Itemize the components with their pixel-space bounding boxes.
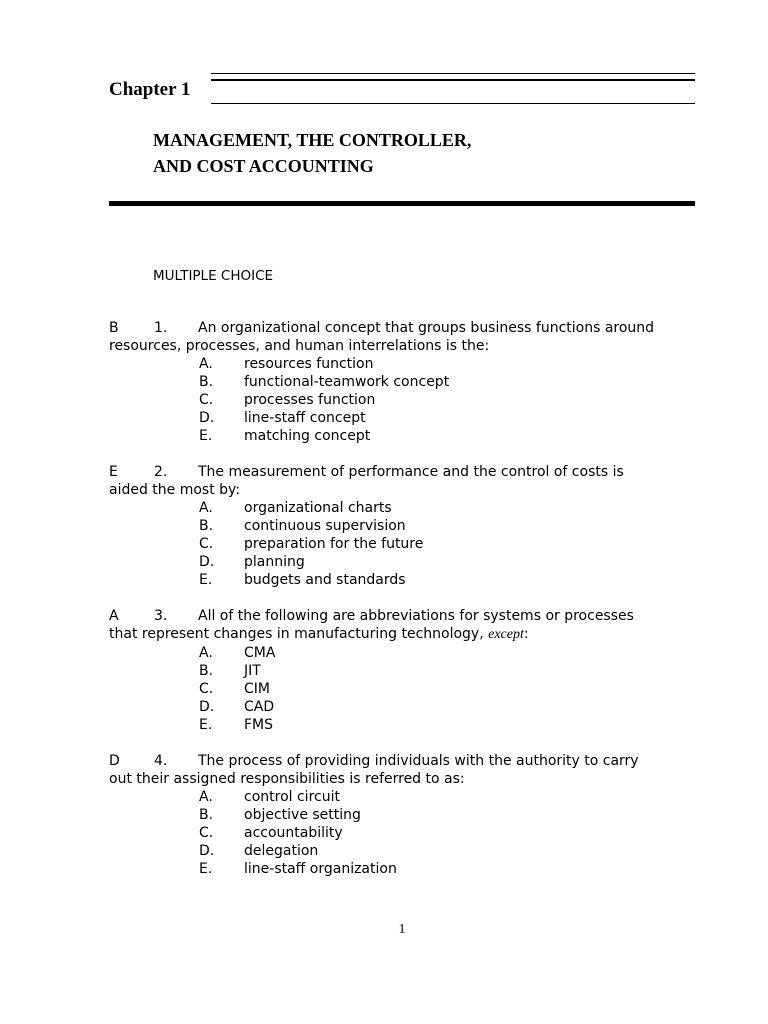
option-letter: C.	[199, 825, 214, 841]
answer-key: B	[109, 320, 119, 336]
option-text: accountability	[244, 825, 343, 841]
question-4	[109, 752, 709, 878]
option-text: line-staff organization	[244, 861, 397, 877]
question-2	[109, 463, 709, 589]
option-letter: D.	[199, 843, 215, 859]
option	[109, 860, 709, 878]
option-text: resources function	[244, 356, 374, 372]
question-stem-line-1: All of the following are abbreviations for systems or processes	[198, 608, 634, 624]
option-text: preparation for the future	[244, 536, 424, 552]
option-letter: C.	[199, 392, 214, 408]
question-stem-line-2: aided the most by:	[109, 482, 241, 498]
option	[109, 842, 709, 860]
option-letter: B.	[199, 518, 214, 534]
option-letter: E.	[199, 717, 213, 733]
question-stem-line-1: The process of providing individuals with the authority to carry	[198, 753, 639, 769]
option-text: CIM	[244, 681, 270, 697]
question-1	[109, 319, 709, 445]
option	[109, 698, 709, 716]
question-number: 1.	[154, 320, 168, 336]
answer-key: D	[109, 753, 120, 769]
option	[109, 788, 709, 806]
option-text: JIT	[244, 663, 261, 679]
option-letter: C.	[199, 681, 214, 697]
question-stem-line-1: The measurement of performance and the control of costs is	[198, 464, 624, 480]
option-text: objective setting	[244, 807, 361, 823]
question-number: 4.	[154, 753, 168, 769]
option-letter: A.	[199, 789, 213, 805]
chapter-title	[153, 127, 471, 179]
question-number: 3.	[154, 608, 168, 624]
option-text: matching concept	[244, 428, 371, 444]
option	[109, 806, 709, 824]
option-text: delegation	[244, 843, 319, 859]
question-stem-line-2: resources, processes, and human interrelations is the:	[109, 338, 490, 354]
chapter-title-line-2: AND COST ACCOUNTING	[153, 156, 374, 176]
question-list	[109, 319, 709, 896]
header-rule-middle	[211, 79, 695, 81]
option-letter: E.	[199, 861, 213, 877]
option-letter: A.	[199, 356, 213, 372]
option-text: FMS	[244, 717, 274, 733]
chapter-label: Chapter 1	[109, 79, 191, 100]
option-text: control circuit	[244, 789, 340, 805]
question-stem	[109, 752, 709, 770]
question-stem-line-2: out their assigned responsibilities is referred to as:	[109, 771, 465, 787]
question-number: 2.	[154, 464, 168, 480]
option-letter: A.	[199, 500, 213, 516]
option-letter: E.	[199, 428, 213, 444]
option-text: organizational charts	[244, 500, 392, 516]
question-stem-end: :	[523, 626, 529, 642]
option-letter: A.	[199, 645, 213, 661]
option	[109, 373, 709, 391]
option-letter: B.	[199, 663, 214, 679]
option	[109, 571, 709, 589]
question-stem	[109, 319, 709, 337]
option-letter: B.	[199, 807, 214, 823]
option-letter: D.	[199, 410, 215, 426]
chapter-title-line-1: MANAGEMENT, THE CONTROLLER,	[153, 130, 472, 150]
answer-key: A	[109, 608, 119, 624]
option	[109, 716, 709, 734]
option	[109, 409, 709, 427]
option	[109, 499, 709, 517]
option	[109, 517, 709, 535]
option	[109, 553, 709, 571]
question-stem	[109, 463, 709, 481]
option	[109, 427, 709, 445]
option-text: processes function	[244, 392, 376, 408]
option-letter: E.	[199, 572, 213, 588]
option-letter: B.	[199, 374, 214, 390]
option-letter: D.	[199, 554, 215, 570]
option	[109, 662, 709, 680]
option-text: planning	[244, 554, 305, 570]
option-text: budgets and standards	[244, 572, 406, 588]
option-text: CAD	[244, 699, 275, 715]
header-rule-bottom	[211, 103, 695, 104]
option	[109, 824, 709, 842]
option-text: functional-teamwork concept	[244, 374, 450, 390]
option	[109, 680, 709, 698]
title-divider	[109, 201, 695, 206]
page-number: 1	[398, 922, 406, 937]
question-stem-line-2	[109, 625, 709, 644]
option-text: line-staff concept	[244, 410, 366, 426]
option-letter: D.	[199, 699, 215, 715]
question-3	[109, 607, 709, 734]
section-heading: MULTIPLE CHOICE	[153, 268, 274, 284]
question-stem-emphasis: except	[488, 627, 524, 642]
question-stem-line-2-text: that represent changes in manufacturing technology,	[109, 626, 484, 642]
option	[109, 535, 709, 553]
option-letter: C.	[199, 536, 214, 552]
question-stem	[109, 607, 709, 625]
option	[109, 391, 709, 409]
answer-key: E	[109, 464, 118, 480]
question-stem-line-1: An organizational concept that groups business functions around	[198, 320, 655, 336]
header-rule-top	[211, 73, 695, 74]
option-text: CMA	[244, 645, 276, 661]
option	[109, 644, 709, 662]
option	[109, 355, 709, 373]
option-text: continuous supervision	[244, 518, 406, 534]
